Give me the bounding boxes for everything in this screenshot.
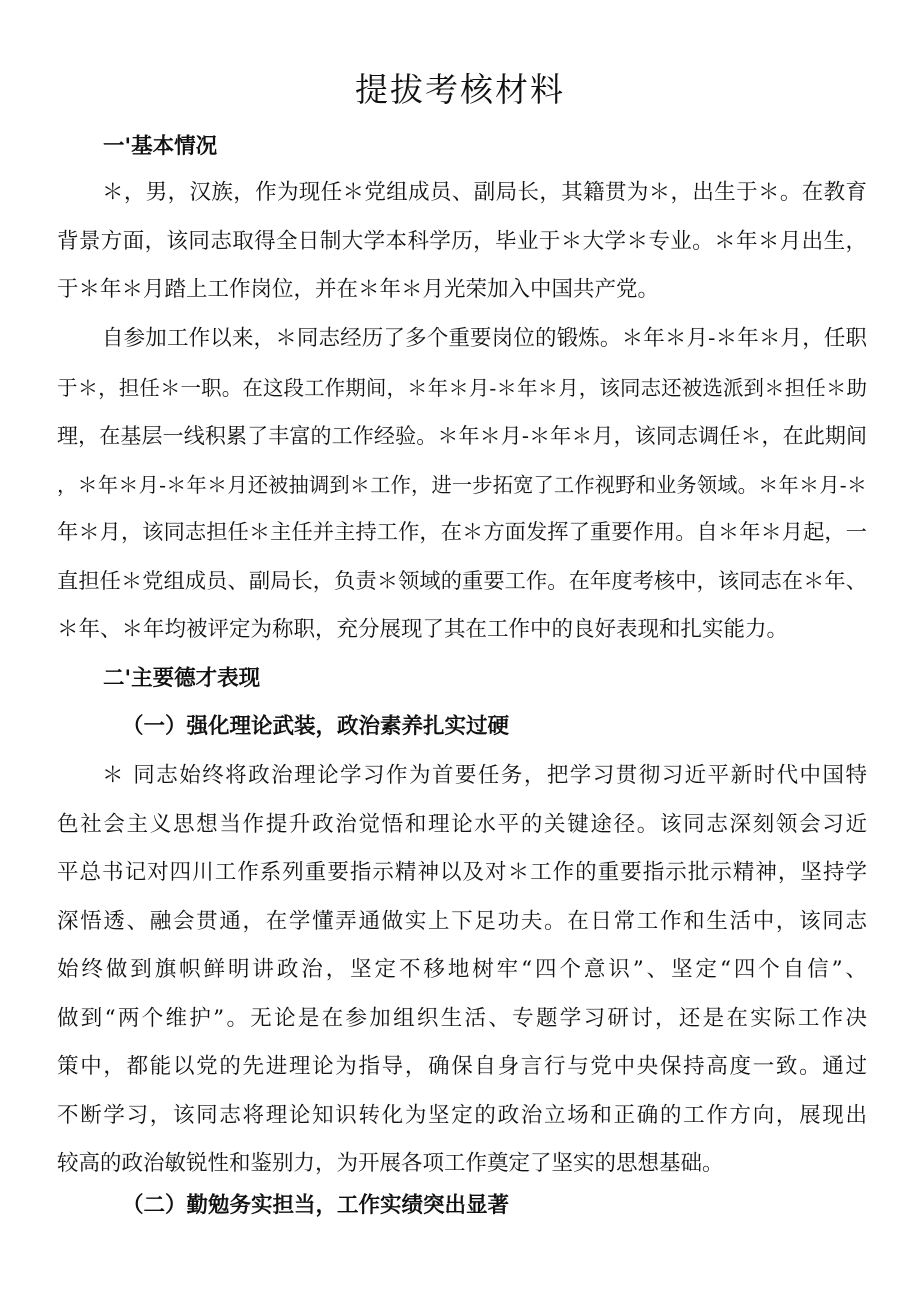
paragraph-political bbox=[57, 752, 867, 1189]
paragraph-line: 策中，都能以党的先进理论为指导，确保自身言行与党中央保持高度一致。通过 bbox=[57, 1054, 867, 1079]
paragraph-line: 于＊年＊月踏上工作岗位，并在＊年＊月光荣加入中国共产党。 bbox=[57, 277, 660, 302]
section-heading-basic-info: 一'基本情况 bbox=[103, 134, 218, 159]
paragraph-line: 平总书记对四川工作系列重要指示精神以及对＊工作的重要指示批示精神，坚持学 bbox=[57, 860, 867, 885]
paragraph-line: ＊年、＊年均被评定为称职，充分展现了其在工作中的良好表现和扎实能力。 bbox=[57, 617, 789, 642]
paragraph-line: ＊，男，汉族，作为现任＊党组成员、副局长，其籍贯为＊，出生于＊。在教育 bbox=[102, 180, 867, 205]
paragraph-line: 始终做到旗帜鲜明讲政治，坚定不移地树牢“四个意识”、坚定“四个自信”、 bbox=[57, 957, 867, 982]
paragraph-line: 较高的政治敏锐性和鉴别力，为开展各项工作奠定了坚实的思想基础。 bbox=[57, 1151, 724, 1176]
paragraph-line: 自参加工作以来，＊同志经历了多个重要岗位的锻炼。＊年＊月-＊年＊月，任职 bbox=[102, 326, 867, 351]
paragraph-line: 深悟透、融会贯通，在学懂弄通做实上下足功夫。在日常工作和生活中，该同志 bbox=[57, 908, 867, 934]
paragraph-line: 做到“两个维护”。无论是在参加组织生活、专题学习研讨，还是在实际工作决 bbox=[57, 1005, 867, 1031]
paragraph-line: 不断学习，该同志将理论知识转化为坚定的政治立场和正确的工作方向，展现出 bbox=[57, 1102, 867, 1128]
subsection-heading-work-results: （二）勤勉务实担当，工作实绩突出显著 bbox=[122, 1193, 510, 1218]
section-heading-performance: 二'主要德才表现 bbox=[103, 666, 261, 691]
document-title: 提拔考核材料 bbox=[355, 70, 565, 109]
paragraph-line: 于＊，担任＊一职。在这段工作期间，＊年＊月-＊年＊月，该同志还被选派到＊担任＊助 bbox=[57, 375, 867, 400]
paragraph-work-history bbox=[57, 315, 867, 655]
paragraph-line: 理，在基层一线积累了丰富的工作经验。＊年＊月-＊年＊月，该同志调任＊，在此期间 bbox=[57, 424, 867, 448]
paragraph-line: 背景方面，该同志取得全日制大学本科学历，毕业于＊大学＊专业。＊年＊月出生， bbox=[57, 228, 867, 254]
paragraph-basic-info bbox=[57, 169, 867, 315]
paragraph-line: 年＊月，该同志担任＊主任并主持工作，在＊方面发挥了重要作用。自＊年＊月起，一 bbox=[57, 520, 867, 545]
paragraph-line: 色社会主义思想当作提升政治觉悟和理论水平的关键途径。该同志深刻领会习近 bbox=[57, 811, 867, 837]
subsection-heading-political: （一）强化理论武装，政治素养扎实过硬 bbox=[122, 714, 510, 739]
paragraph-line: 直担任＊党组成员、副局长，负责＊领域的重要工作。在年度考核中，该同志在＊年、 bbox=[57, 568, 867, 594]
paragraph-line: ，＊年＊月-＊年＊月还被抽调到＊工作，进一步拓宽了工作视野和业务领域。＊年＊月-＊ bbox=[57, 472, 867, 497]
paragraph-line: ＊ 同志始终将政治理论学习作为首要任务，把学习贯彻习近平新时代中国特 bbox=[102, 763, 867, 788]
